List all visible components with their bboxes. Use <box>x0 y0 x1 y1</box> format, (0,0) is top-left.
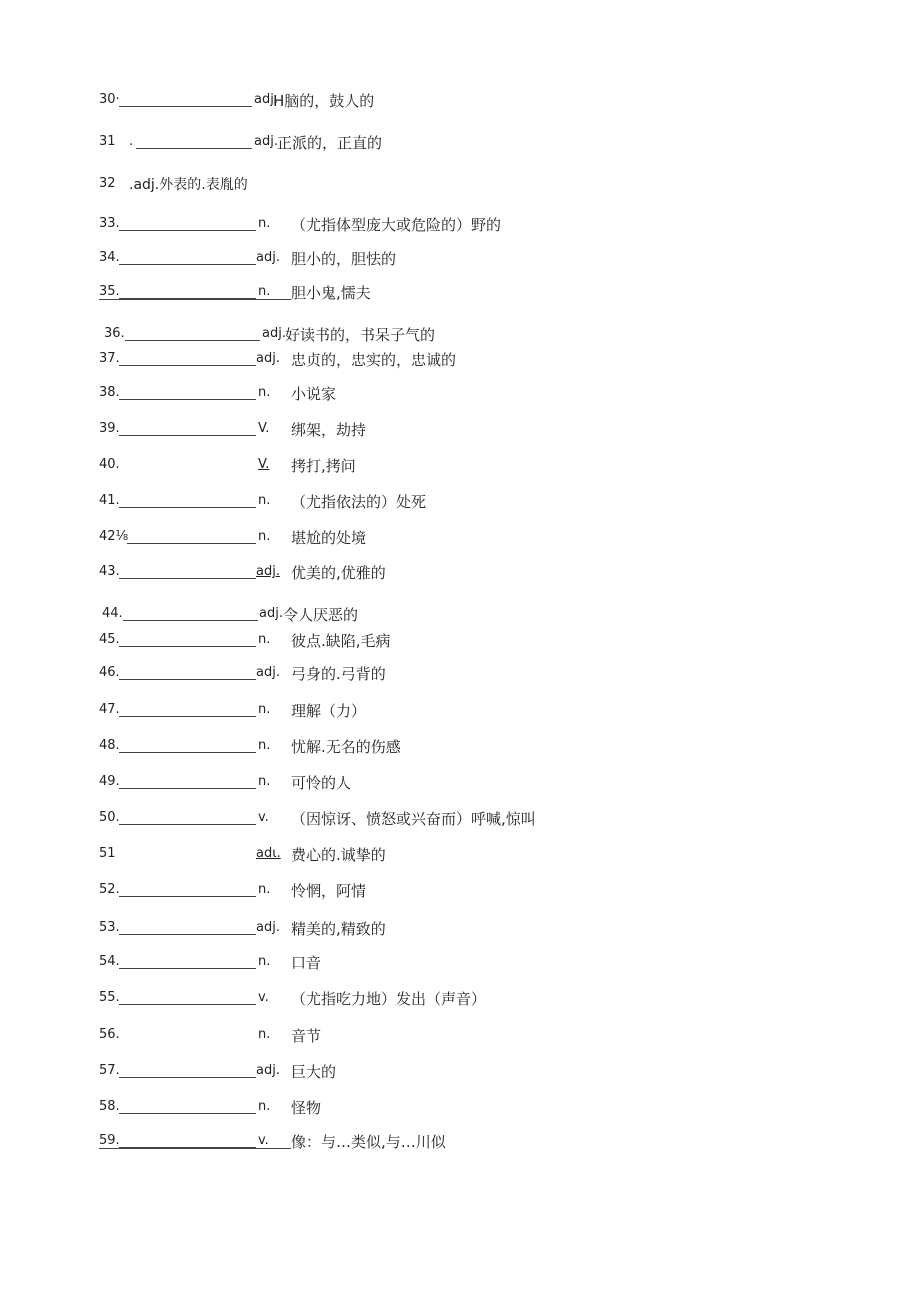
list-item <box>0 878 920 902</box>
definition: .adj.外表的.表胤的 <box>129 177 248 193</box>
list-item <box>0 246 920 270</box>
list-item <box>0 770 920 794</box>
part-of-speech: adj. <box>262 326 286 341</box>
item-number: 49. <box>99 774 120 789</box>
answer-blank[interactable] <box>119 1061 256 1078</box>
part-of-speech: adj. <box>256 920 280 935</box>
part-of-speech: adj. <box>259 606 283 621</box>
list-item <box>0 1023 920 1047</box>
answer-blank[interactable] <box>127 527 256 544</box>
part-of-speech: adj. <box>256 351 280 366</box>
definition: 好读书的，书呆子气的 <box>285 326 436 344</box>
definition: 拷打,拷问 <box>291 457 356 475</box>
part-of-speech: adj. <box>256 564 280 579</box>
definition: 忠贞的，忠实的，忠诚的 <box>291 351 457 369</box>
definition: 怪物 <box>291 1099 322 1117</box>
list-item <box>0 172 920 196</box>
item-number: 45. <box>99 632 120 647</box>
definition: H脑的，鼓人的 <box>273 92 375 110</box>
item-number: 41. <box>99 493 120 508</box>
part-of-speech: n. <box>258 702 271 717</box>
part-of-speech: adj. <box>256 665 280 680</box>
part-of-speech: n. <box>258 1099 271 1114</box>
item-number: 32 <box>99 176 116 191</box>
answer-blank[interactable] <box>125 324 260 341</box>
item-number: 34. <box>99 250 120 265</box>
part-of-speech: n. <box>258 738 271 753</box>
item-number: 31 <box>99 134 116 149</box>
definition: （因惊讶、愤怒或兴奋而）呼喊,惊叫 <box>291 810 536 828</box>
item-number: 58. <box>99 1099 120 1114</box>
part-of-speech: n. <box>258 216 271 231</box>
list-item <box>0 986 920 1010</box>
definition: 理解（力） <box>291 702 367 720</box>
part-of-speech: V. <box>258 421 270 436</box>
answer-blank[interactable] <box>119 772 256 789</box>
item-number: 54. <box>99 954 120 969</box>
underline-rule <box>99 299 291 300</box>
part-of-speech: n. <box>258 529 271 544</box>
item-number: 33. <box>99 216 120 231</box>
answer-blank[interactable] <box>119 562 256 579</box>
list-item <box>0 417 920 441</box>
answer-blank[interactable] <box>119 736 256 753</box>
item-number: 56. <box>99 1027 120 1042</box>
definition: （尤指体型庞大或危险的）野的 <box>291 216 502 234</box>
definition: 小说家 <box>291 385 337 403</box>
answer-blank[interactable] <box>119 988 256 1005</box>
definition: 胆小的，胆怯的 <box>291 250 397 268</box>
answer-blank[interactable] <box>119 491 256 508</box>
item-number: 37. <box>99 351 120 366</box>
item-number: 40. <box>99 457 120 472</box>
answer-blank[interactable] <box>119 282 256 299</box>
part-of-speech: adj. <box>256 1063 280 1078</box>
definition: 堪尬的处境 <box>291 529 367 547</box>
list-item <box>0 1059 920 1083</box>
item-number: 43. <box>99 564 120 579</box>
answer-blank[interactable] <box>119 1097 256 1114</box>
definition: 像：与…类似,与…川似 <box>291 1133 446 1151</box>
list-item <box>0 489 920 513</box>
answer-blank[interactable] <box>119 952 256 969</box>
list-item <box>0 280 920 304</box>
definition: 弓身的.弓背的 <box>291 665 386 683</box>
item-number: 38. <box>99 385 120 400</box>
list-item <box>0 525 920 549</box>
definition: 口音 <box>291 954 322 972</box>
item-number: 42⅛ <box>99 529 129 544</box>
part-of-speech: adι. <box>256 846 281 861</box>
list-item <box>0 560 920 584</box>
item-number: 48. <box>99 738 120 753</box>
answer-blank[interactable] <box>136 132 252 149</box>
list-item <box>0 734 920 758</box>
definition: 怜惘，阿情 <box>291 882 367 900</box>
list-item <box>0 950 920 974</box>
part-of-speech: n. <box>258 632 271 647</box>
item-number: 36. <box>104 326 125 341</box>
definition: 胆小鬼,懦夫 <box>291 284 371 302</box>
answer-blank[interactable] <box>119 700 256 717</box>
definition: 巨大的 <box>291 1063 337 1081</box>
item-number: 59. <box>99 1133 120 1148</box>
answer-blank[interactable] <box>123 604 258 621</box>
definition: 可怜的人 <box>291 774 352 792</box>
definition: 令人厌恶的 <box>283 606 359 624</box>
list-item <box>0 212 920 236</box>
answer-blank[interactable] <box>119 918 256 935</box>
answer-blank[interactable] <box>119 808 256 825</box>
item-number: 39. <box>99 421 120 436</box>
part-of-speech: adj. <box>256 250 280 265</box>
answer-blank[interactable] <box>119 214 256 231</box>
list-item <box>0 806 920 830</box>
answer-blank[interactable] <box>119 383 256 400</box>
part-of-speech: v. <box>258 810 269 825</box>
definition: 优美的,优雅的 <box>291 564 386 582</box>
part-of-speech: n. <box>258 882 271 897</box>
part-of-speech: n. <box>258 774 271 789</box>
answer-blank[interactable] <box>119 663 256 680</box>
part-of-speech: n. <box>258 493 271 508</box>
list-item <box>0 602 920 626</box>
item-number: 55. <box>99 990 120 1005</box>
list-item <box>0 88 920 112</box>
list-item <box>0 628 920 652</box>
part-of-speech: v. <box>258 990 269 1005</box>
definition: 忧解.无名的伤感 <box>291 738 401 756</box>
definition: （尤指吃力地）发出（声音） <box>291 990 487 1008</box>
definition: （尤指依法的）处死 <box>291 493 427 511</box>
item-number: 57. <box>99 1063 120 1078</box>
item-number: 46. <box>99 665 120 680</box>
part-of-speech: V. <box>258 457 270 472</box>
list-item <box>0 842 920 866</box>
list-item <box>0 322 920 346</box>
list-item <box>0 130 920 154</box>
part-of-speech: n. <box>258 385 271 400</box>
definition: 绑架，劫持 <box>291 421 367 439</box>
definition: 精美的,精致的 <box>291 920 386 938</box>
answer-blank[interactable] <box>119 880 256 897</box>
list-item <box>0 381 920 405</box>
part-of-speech: n. <box>258 1027 271 1042</box>
item-number: 50. <box>99 810 120 825</box>
answer-blank[interactable] <box>119 248 256 265</box>
answer-blank[interactable] <box>119 349 256 366</box>
item-number: 44. <box>102 606 123 621</box>
definition: 音节 <box>291 1027 322 1045</box>
part-of-speech: adj. <box>254 92 278 107</box>
item-number: 35. <box>99 284 120 299</box>
item-number: 30· <box>99 92 120 107</box>
list-item <box>0 916 920 940</box>
answer-blank[interactable] <box>119 90 252 107</box>
item-number: 47. <box>99 702 120 717</box>
underline-rule <box>99 1148 291 1149</box>
list-item <box>0 1095 920 1119</box>
item-number: 52. <box>99 882 120 897</box>
definition: 正派的，正直的 <box>277 134 383 152</box>
item-number: 51 <box>99 846 116 861</box>
part-of-speech: adj. <box>254 134 278 149</box>
list-item <box>0 347 920 371</box>
answer-blank[interactable] <box>119 1131 256 1148</box>
list-item <box>0 698 920 722</box>
list-item <box>0 453 920 477</box>
definition: 费心的.诚挚的 <box>291 846 386 864</box>
definition: 彼点.缺陷,毛病 <box>291 632 391 650</box>
answer-blank[interactable] <box>119 419 256 436</box>
item-separator: . <box>129 134 134 149</box>
list-item <box>0 661 920 685</box>
part-of-speech: n. <box>258 284 271 299</box>
item-number: 53. <box>99 920 120 935</box>
list-item <box>0 1129 920 1153</box>
answer-blank[interactable] <box>119 630 256 647</box>
part-of-speech: v. <box>258 1133 269 1148</box>
part-of-speech: n. <box>258 954 271 969</box>
